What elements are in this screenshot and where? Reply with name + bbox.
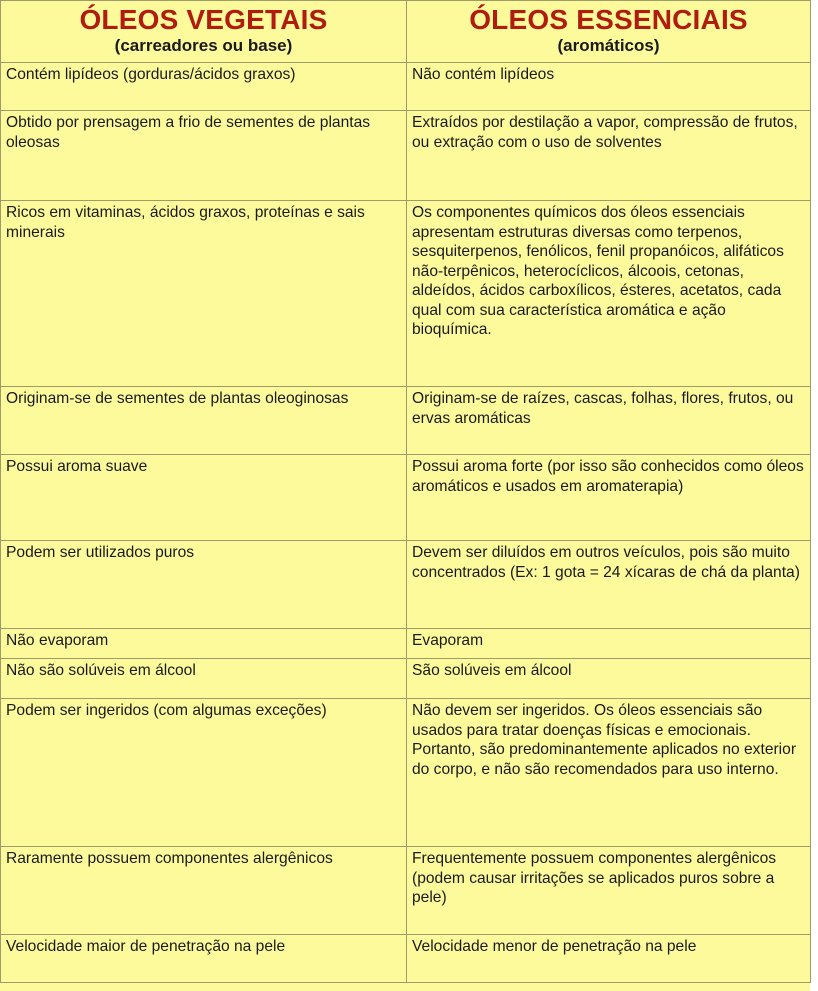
- cell-text: Os componentes químicos dos óleos essenciais apresentam estruturas diversas como terpenos, sesquiterpenos, fenólicos, fenil propanóicos, alifáticos não-terpênicos, heterocíclicos, álcoois, cetonas, aldeídos, ácidos carboxílicos, ésteres, acetatos, cada qual com sua característica aromática e ação bioquímica.: [412, 204, 784, 338]
- header-essenciais: [407, 1, 811, 63]
- cell-essenciais: [407, 455, 811, 541]
- table-row: [1, 541, 811, 629]
- table-row: [1, 63, 811, 111]
- cell-vegetais: [1, 659, 407, 699]
- cell-essenciais: [407, 699, 811, 847]
- cell-text: Frequentemente possuem componentes alergênicos (podem causar irritações se aplicados puros sobre a pele): [412, 850, 777, 906]
- header-row: [1, 1, 811, 63]
- cell-text: Possui aroma forte (por isso são conhecidos como óleos aromáticos e usados em aromaterapia): [412, 458, 804, 495]
- cell-essenciais: [407, 387, 811, 455]
- table-row: [1, 455, 811, 541]
- cell-text: Originam-se de raízes, cascas, folhas, flores, frutos, ou ervas aromáticas: [412, 390, 794, 427]
- cell-vegetais: [1, 387, 407, 455]
- cell-text: Não devem ser ingeridos. Os óleos essenciais são usados para tratar doenças físicas e emocionais. Portanto, são predominantemente aplicados no exterior do corpo, e não são recomendados para uso interno.: [412, 702, 797, 778]
- table-row: [1, 935, 811, 983]
- cell-text: Raramente possuem componentes alergênicos: [6, 850, 333, 867]
- cell-vegetais: [1, 201, 407, 387]
- title-oleos-essenciais: ÓLEOS ESSENCIAIS: [469, 4, 748, 35]
- cell-vegetais: [1, 111, 407, 201]
- title-oleos-vegetais: ÓLEOS VEGETAIS: [79, 4, 328, 35]
- table-row: [1, 111, 811, 201]
- cell-text: Velocidade maior de penetração na pele: [6, 938, 286, 955]
- cell-text: Evaporam: [412, 632, 484, 649]
- cell-vegetais: [1, 629, 407, 659]
- cell-vegetais: [1, 455, 407, 541]
- cell-vegetais: [1, 847, 407, 935]
- cell-essenciais: [407, 63, 811, 111]
- cell-text: Podem ser ingeridos (com algumas exceções): [6, 702, 327, 719]
- cell-text: Ricos em vitaminas, ácidos graxos, proteínas e sais minerais: [6, 204, 365, 241]
- cell-text: Devem ser diluídos em outros veículos, pois são muito concentrados (Ex: 1 gota = 24 xícaras de chá da planta): [412, 544, 800, 581]
- subtitle-oleos-essenciais: (aromáticos): [557, 36, 660, 55]
- table-row: [1, 201, 811, 387]
- cell-vegetais: [1, 935, 407, 983]
- cell-vegetais: [1, 63, 407, 111]
- cell-text: Não evaporam: [6, 632, 109, 649]
- cell-essenciais: [407, 629, 811, 659]
- table-row: [1, 387, 811, 455]
- cell-text: Obtido por prensagem a frio de sementes de plantas oleosas: [6, 114, 371, 151]
- cell-vegetais: [1, 699, 407, 847]
- cell-essenciais: [407, 111, 811, 201]
- cell-vegetais: [1, 541, 407, 629]
- cell-text: Originam-se de sementes de plantas oleoginosas: [6, 390, 349, 407]
- cell-text: Velocidade menor de penetração na pele: [412, 938, 697, 955]
- cell-text: Não contém lipídeos: [412, 66, 555, 83]
- cell-text: Extraídos por destilação a vapor, compressão de frutos, ou extração com o uso de solventes: [412, 114, 798, 151]
- cell-text: Contém lipídeos (gorduras/ácidos graxos): [6, 66, 296, 83]
- cell-essenciais: [407, 541, 811, 629]
- table-row: [1, 659, 811, 699]
- header-vegetais: [1, 1, 407, 63]
- cell-text: São solúveis em álcool: [412, 662, 572, 679]
- cell-text: Não são solúveis em álcool: [6, 662, 196, 679]
- cell-essenciais: [407, 201, 811, 387]
- subtitle-oleos-vegetais: (carreadores ou base): [114, 36, 293, 55]
- cell-text: Podem ser utilizados puros: [6, 544, 195, 561]
- cell-essenciais: [407, 935, 811, 983]
- table-row: [1, 847, 811, 935]
- table-row: [1, 629, 811, 659]
- cell-essenciais: [407, 659, 811, 699]
- table-row: [1, 699, 811, 847]
- cell-essenciais: [407, 847, 811, 935]
- cell-text: Possui aroma suave: [6, 458, 148, 475]
